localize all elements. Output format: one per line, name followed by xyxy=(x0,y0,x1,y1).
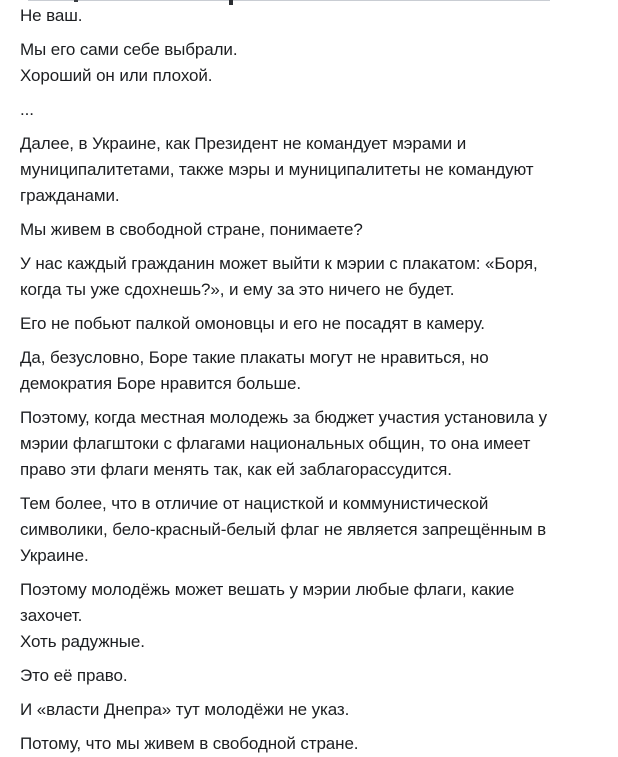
text-line: Это её право. xyxy=(20,666,128,685)
text-line: когда ты уже сдохнешь?», и ему за это ничего не будет. xyxy=(20,280,455,299)
text-line: Поэтому молодёжь может вешать у мэрии любые флаги, какие xyxy=(20,580,515,599)
paragraph xyxy=(20,577,598,655)
text-line: муниципалитетами, также мэры и муниципалитеты не командуют xyxy=(20,160,534,179)
text-line: У нас каждый гражданин может выйти к мэрии с плакатом: «Боря, xyxy=(20,254,538,273)
text-line: демократия Боре нравится больше. xyxy=(20,374,302,393)
paragraph xyxy=(20,663,598,689)
paragraph xyxy=(20,251,598,303)
text-line: Не ваш. xyxy=(20,6,83,25)
text-line: право эти флаги менять так, как ей заблагорассудится. xyxy=(20,460,452,479)
text-line: захочет. xyxy=(20,606,83,625)
text-line: Потому, что мы живем в свободной стране. xyxy=(20,734,359,753)
paragraph xyxy=(20,311,598,337)
paragraph xyxy=(20,345,598,397)
text-line: символики, бело-красный-белый флаг не является запрещённым в xyxy=(20,520,547,539)
text-line: Его не побьют палкой омоновцы и его не посадят в камеру. xyxy=(20,314,485,333)
paragraph xyxy=(20,217,598,243)
text-line: Далее, в Украине, как Президент не командует мэрами и xyxy=(20,134,467,153)
text-line: Хоть радужные. xyxy=(20,632,145,651)
text-line: Тем более, что в отличие от нацисткой и коммунистической xyxy=(20,494,489,513)
paragraph xyxy=(20,97,598,123)
paragraph xyxy=(20,731,598,757)
paragraph xyxy=(20,405,598,483)
paragraph xyxy=(20,37,598,89)
text-line: Мы живем в свободной стране, понимаете? xyxy=(20,220,363,239)
text-line: И «власти Днепра» тут молодёжи не указ. xyxy=(20,700,350,719)
text-line: Хороший он или плохой. xyxy=(20,66,213,85)
text-line: Да, безусловно, Боре такие плакаты могут не нравиться, но xyxy=(20,348,489,367)
paragraph xyxy=(20,491,598,569)
paragraph xyxy=(20,131,598,209)
text-line: мэрии флагштоки с флагами национальных общин, то она имеет xyxy=(20,434,531,453)
paragraph xyxy=(20,3,598,29)
text-line: Мы его сами себе выбрали. xyxy=(20,40,238,59)
text-line: Украине. xyxy=(20,546,89,565)
text-line: ... xyxy=(20,100,34,119)
text-line: Поэтому, когда местная молодежь за бюджет участия установила у xyxy=(20,408,547,427)
text-line: гражданами. xyxy=(20,186,120,205)
paragraph xyxy=(20,697,598,723)
